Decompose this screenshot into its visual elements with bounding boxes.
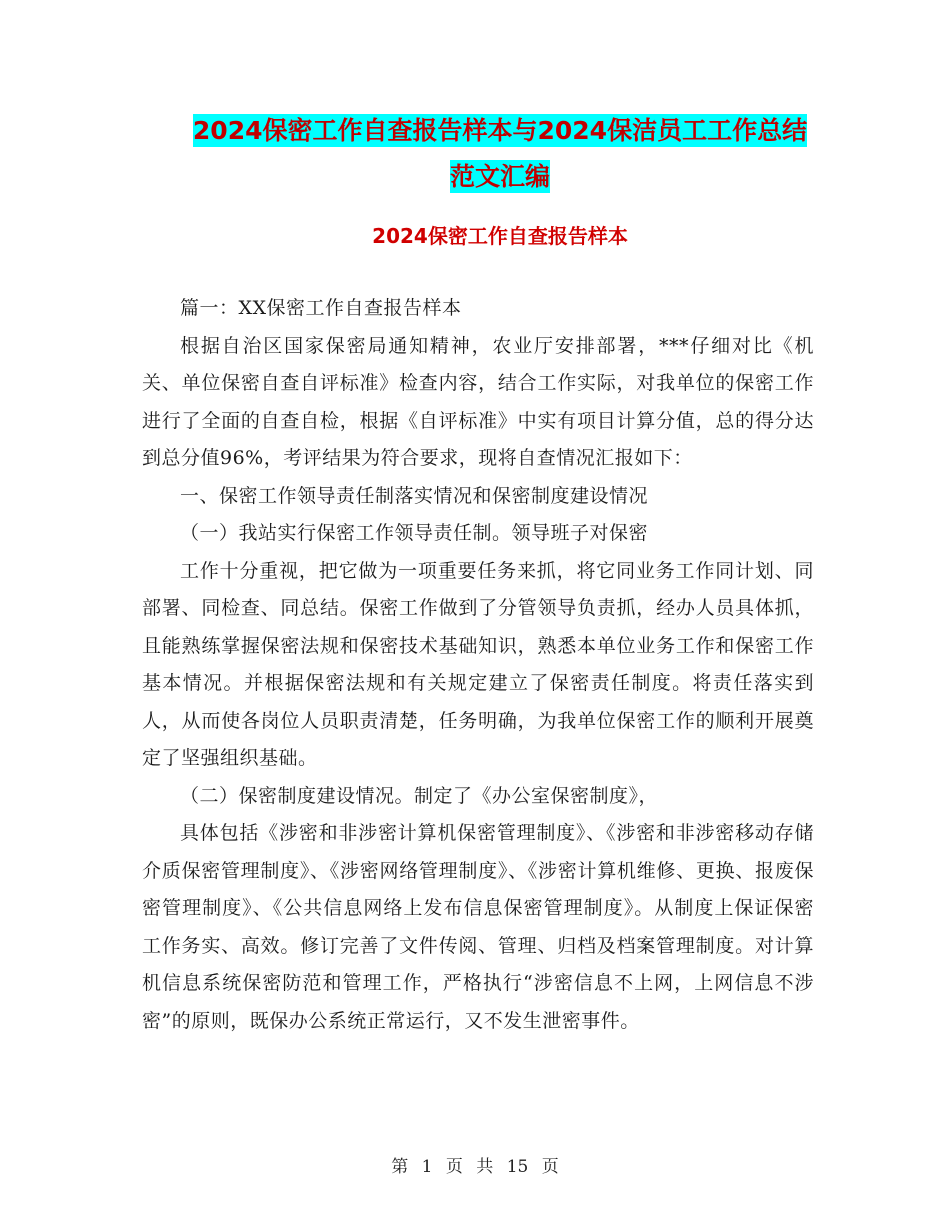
page-footer: 第 1 页 共 15 页 <box>391 1157 559 1177</box>
document-body <box>142 290 814 1040</box>
paragraph: 具体包括《涉密和非涉密计算机保密管理制度》、《涉密和非涉密移动存储介质保密管理制度》、《涉密网络管理制度》、《涉密计算机维修、更换、报废保密管理制度》、《公共信息网络上发布信息保密管理制度》。从制度上保证保密工作务实、高效。修订完善了文件传阅、管理、归档及档案管理制度。对计算机信息系统保密防范和管理工作，严格执行“涉密信息不上网，上网信息不涉密”的原则，既保办公系统正常运行，又不发生泄密事件。 <box>142 822 814 1032</box>
paragraph: （二）保密制度建设情况。制定了《办公室保密制度》， <box>180 784 659 807</box>
paragraph: 工作十分重视，把它做为一项重要任务来抓，将它同业务工作同计划、同部署、同检查、同总结。保密工作做到了分管领导负责抓，经办人员具体抓，且能熟练掌握保密法规和保密技术基础知识，熟悉本单位业务工作和保密工作基本情况。并根据保密法规和有关规定建立了保密责任制度。将责任落实到人，从而使各岗位人员职责清楚，任务明确，为我单位保密工作的顺利开展奠定了坚强组织基础。 <box>142 559 814 769</box>
paragraph: 根据自治区国家保密局通知精神，农业厅安排部署，***仔细对比《机关、单位保密自查自评标准》检查内容，结合工作实际，对我单位的保密工作进行了全面的自查自检，根据《自评标准》中实有项目计算分值，总的得分达到总分值96%，考评结果为符合要求，现将自查情况汇报如下： <box>142 334 814 469</box>
section-title: 2024保密工作自查报告样本 <box>372 224 628 248</box>
paragraph-subtitle: 篇一：XX保密工作自查报告样本 <box>180 297 462 319</box>
title-line-1: 2024保密工作自查报告样本与2024保洁员工工作总结 <box>192 116 808 145</box>
title-line-2: 范文汇编 <box>449 162 550 191</box>
paragraph: （一）我站实行保密工作领导责任制。领导班子对保密 <box>180 522 649 544</box>
document-title <box>140 108 860 200</box>
paragraph-heading: 一、保密工作领导责任制落实情况和保密制度建设情况 <box>180 484 649 507</box>
